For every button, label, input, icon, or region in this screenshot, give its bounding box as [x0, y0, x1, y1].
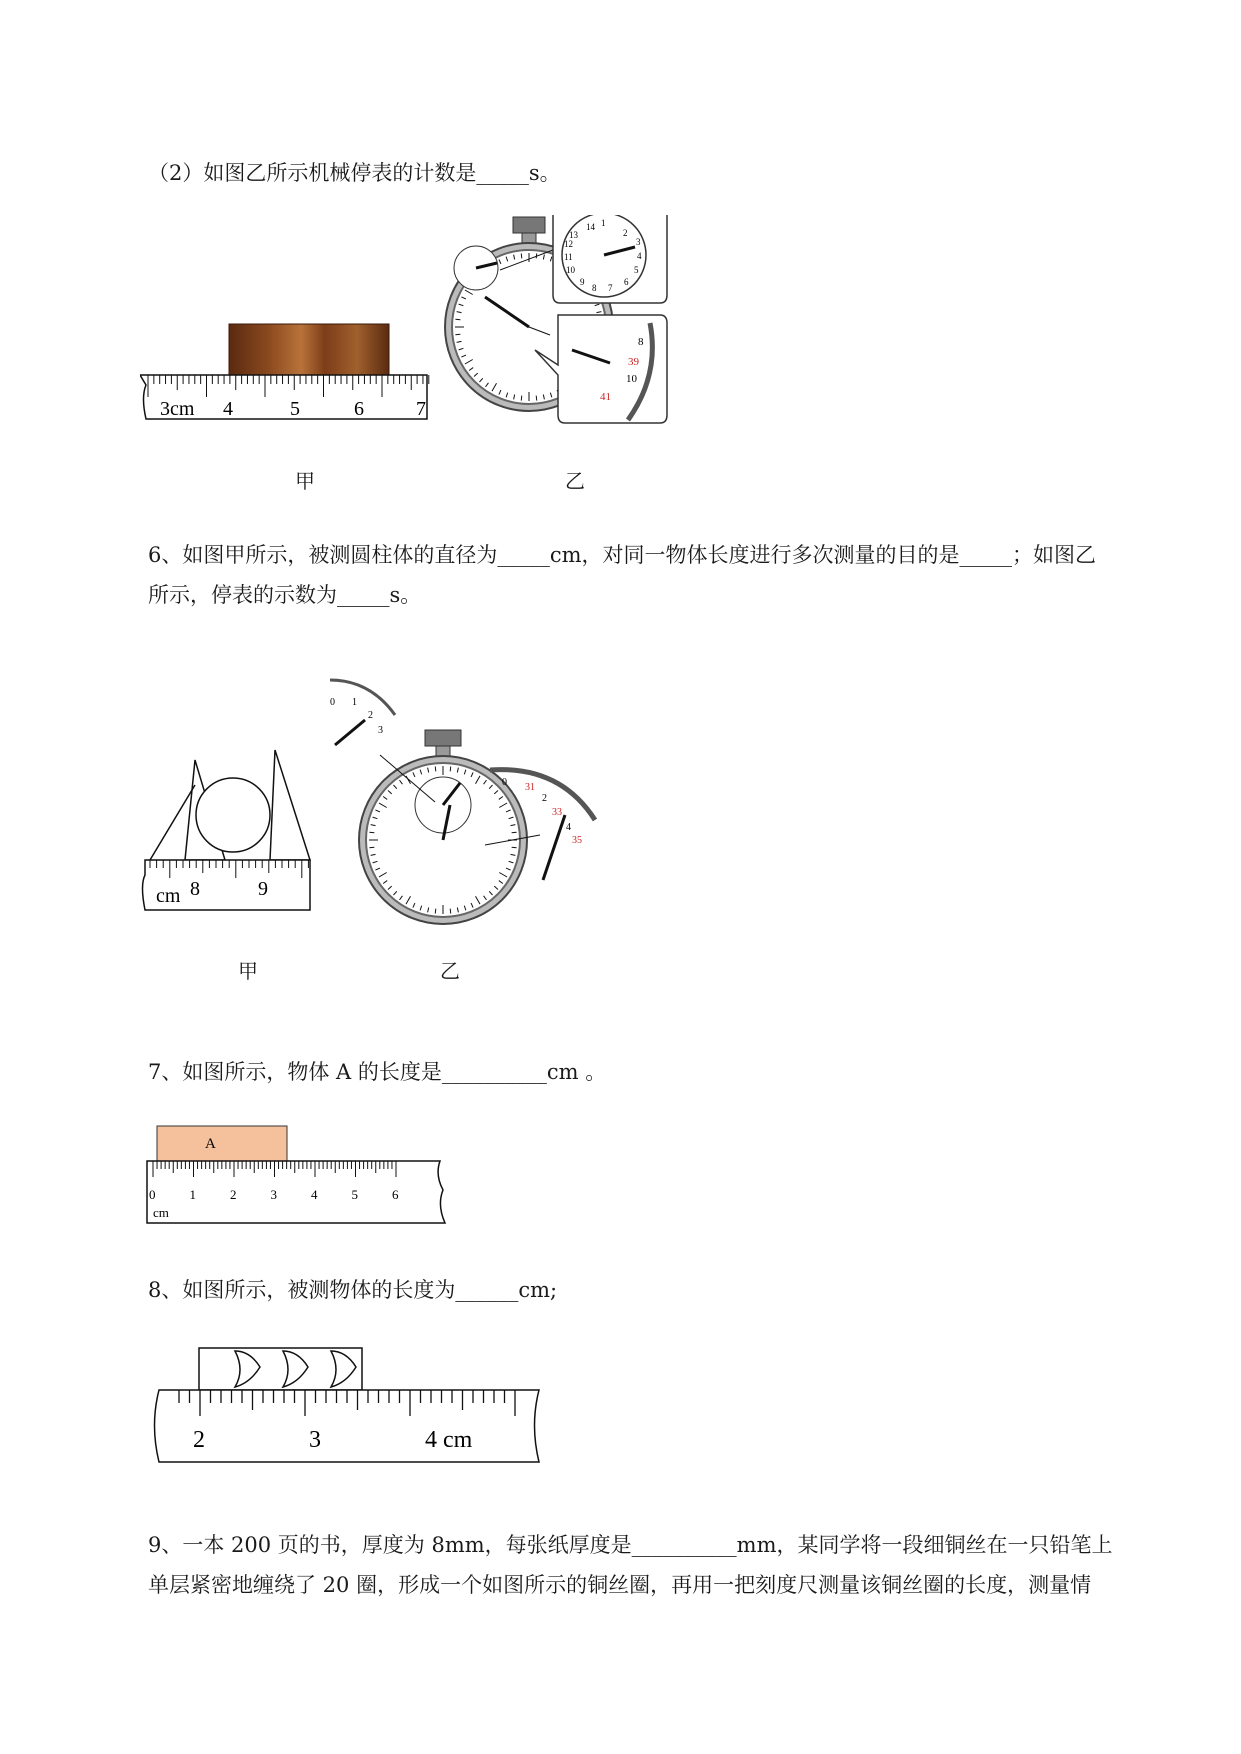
question-9-line1: 9、一本 200 页的书，厚度为 8mm，每张纸厚度是__________mm，某同学将一段细铜丝在一只铅笔上 [148, 1533, 1113, 1557]
svg-text:4: 4 [566, 822, 571, 833]
ruler-label: cm [156, 885, 181, 907]
svg-text:2: 2 [623, 228, 628, 238]
tick-mark [536, 396, 537, 401]
object-A [157, 1126, 287, 1161]
svg-text:6: 6 [624, 277, 629, 287]
ruler-label: 6 [392, 1187, 399, 1202]
svg-text:0: 0 [502, 777, 507, 788]
ruler-label: 5 [351, 1187, 358, 1202]
ruler-label: 2 [193, 1427, 205, 1453]
caption-yi: 乙 [565, 469, 585, 493]
ruler-label: 8 [190, 878, 200, 900]
ruler-label: 4 [223, 398, 233, 420]
ruler-label: 0 [149, 1187, 156, 1202]
tick-mark [435, 909, 436, 914]
tick-mark [512, 832, 517, 833]
svg-text:2: 2 [542, 793, 547, 804]
ruler-label: 3 [309, 1427, 321, 1453]
question-6-line2: 所示，停表的示数为_____s。 [148, 583, 422, 607]
ruler-label: 6 [354, 398, 364, 420]
svg-text:13: 13 [569, 230, 578, 240]
svg-text:9: 9 [580, 277, 585, 287]
svg-text:41: 41 [600, 391, 611, 403]
tick-mark [521, 396, 522, 401]
svg-text:7: 7 [608, 283, 613, 293]
svg-text:14: 14 [586, 222, 595, 232]
tick-mark [455, 334, 460, 335]
svg-text:cm: cm [153, 1205, 169, 1220]
svg-text:12: 12 [564, 239, 573, 249]
ruler-label: 1 [189, 1187, 196, 1202]
svg-text:39: 39 [628, 356, 639, 368]
svg-text:8: 8 [592, 283, 597, 293]
ruler-label: 4 [311, 1187, 318, 1202]
question-6-line1: 6、如图甲所示，被测圆柱体的直径为_____cm，对同一物体长度进行多次测量的目的是_____；如图乙 [148, 543, 1097, 567]
ruler-label: 3 [270, 1187, 277, 1202]
ruler-label: 4 cm [425, 1427, 473, 1453]
svg-text:2: 2 [368, 710, 373, 721]
caption-yi: 乙 [440, 959, 460, 983]
tick-mark [521, 253, 522, 258]
ruler-label: 2 [230, 1187, 237, 1202]
tick-mark [455, 319, 460, 320]
svg-text:1: 1 [601, 218, 606, 228]
svg-text:3: 3 [636, 237, 641, 247]
cylinder-circle [196, 778, 270, 852]
caption-jia: 甲 [295, 469, 315, 493]
question-8-text: 8、如图所示，被测物体的长度为______cm; [148, 1278, 558, 1302]
svg-text:5: 5 [634, 265, 639, 275]
svg-text:33: 33 [552, 807, 562, 818]
figure-q8-ruler [145, 1345, 545, 1470]
svg-text:4: 4 [637, 251, 642, 261]
ruler-label: 5 [290, 398, 300, 420]
svg-text:0: 0 [330, 697, 335, 708]
figure-q7-ruler [145, 1125, 455, 1235]
figure-q5-measurements [140, 215, 740, 495]
question-5-2-text: （2）如图乙所示机械停表的计数是_____s。 [148, 161, 561, 185]
svg-text:A: A [205, 1136, 216, 1152]
svg-text:31: 31 [525, 782, 535, 793]
svg-text:11: 11 [564, 252, 573, 262]
tick-mark [450, 909, 451, 914]
tick-mark [450, 766, 451, 771]
tick-mark [369, 832, 374, 833]
ruler-label: 3cm [160, 398, 195, 420]
figure-q6-measurements [140, 675, 680, 935]
svg-text:35: 35 [572, 835, 582, 846]
svg-text:10: 10 [626, 373, 637, 385]
question-9-line2: 单层紧密地缠绕了 20 圈，形成一个如图所示的铜丝圈，再用一把刻度尺测量该铜丝圈的长度，测量情 [148, 1573, 1092, 1597]
caption-jia: 甲 [238, 959, 258, 983]
svg-text:10: 10 [566, 265, 575, 275]
tick-mark [369, 847, 374, 848]
brown-block [229, 324, 389, 376]
svg-text:8: 8 [638, 336, 644, 348]
svg-text:1: 1 [352, 697, 357, 708]
tick-mark [435, 766, 436, 771]
ruler-label: 7 [416, 398, 426, 420]
tick-mark [512, 847, 517, 848]
ruler-label: 9 [258, 878, 268, 900]
svg-text:3: 3 [378, 725, 383, 736]
question-7-text: 7、如图所示，物体 A 的长度是__________cm 。 [148, 1060, 607, 1084]
